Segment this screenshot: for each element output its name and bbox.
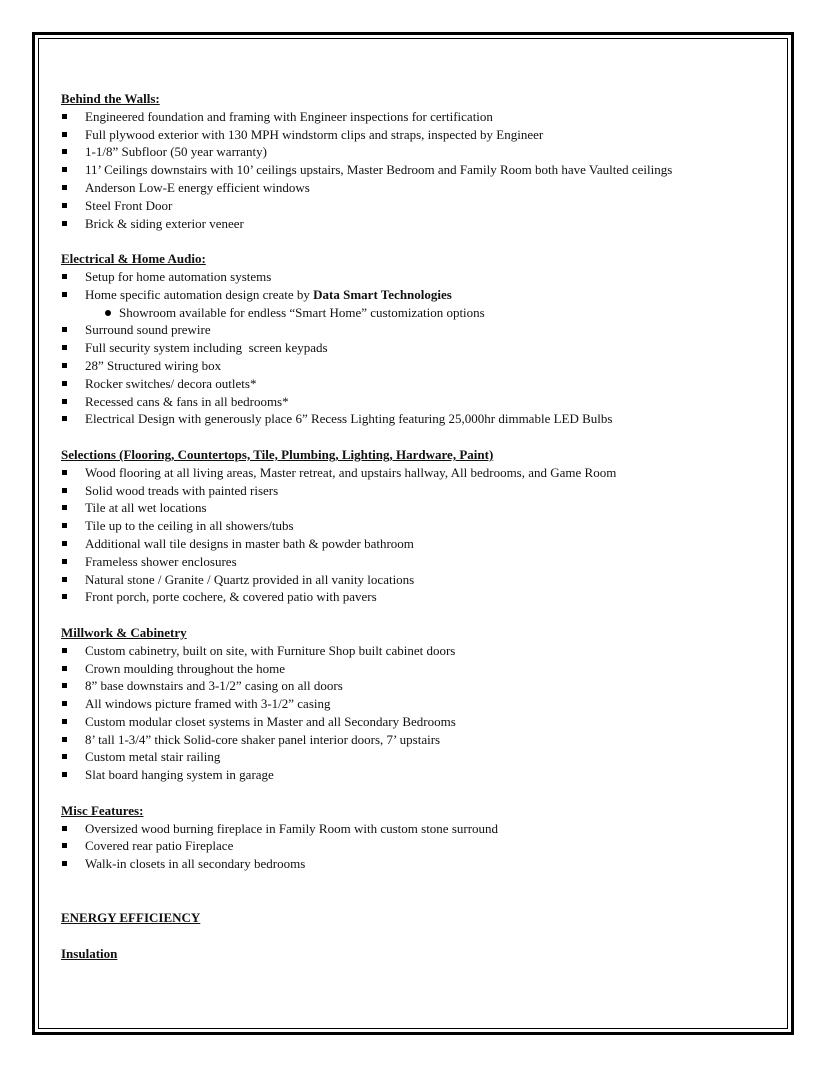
square-bullet-icon — [62, 381, 67, 386]
list-item — [61, 482, 766, 500]
list-item — [61, 375, 766, 393]
list-item-text: Tile at all wet locations — [85, 500, 207, 516]
list-item-text: 1-1/8” Subfloor (50 year warranty) — [85, 144, 267, 160]
section-selections — [61, 446, 766, 606]
bullet-list — [61, 108, 766, 233]
list-item-text: Custom metal stair railing — [85, 749, 221, 765]
round-bullet-icon — [105, 310, 111, 316]
list-item-text: Electrical Design with generously place 6” Recess Lighting featuring 25,000hr dimmable LED Bulbs — [85, 411, 613, 427]
sub-list-item — [61, 304, 766, 322]
bullet-list — [61, 820, 766, 873]
list-item-text: Covered rear patio Fireplace — [85, 838, 234, 854]
square-bullet-icon — [62, 701, 67, 706]
square-bullet-icon — [62, 488, 67, 493]
square-bullet-icon — [62, 149, 67, 154]
list-item — [61, 197, 766, 215]
square-bullet-icon — [62, 327, 67, 332]
square-bullet-icon — [62, 594, 67, 599]
list-item — [61, 517, 766, 535]
list-item-text: Rocker switches/ decora outlets* — [85, 375, 257, 391]
list-item — [61, 553, 766, 571]
list-item-text: Brick & siding exterior veneer — [85, 215, 244, 231]
section-millwork-cabinetry — [61, 624, 766, 784]
list-item — [61, 713, 766, 731]
document-content — [61, 90, 766, 963]
square-bullet-icon — [62, 185, 67, 190]
square-bullet-icon — [62, 470, 67, 475]
square-bullet-icon — [62, 416, 67, 421]
section-behind-the-walls — [61, 90, 766, 232]
list-item-text: Tile up to the ceiling in all showers/tubs — [85, 518, 294, 534]
list-item-text: Engineered foundation and framing with Engineer inspections for certification — [85, 108, 493, 124]
square-bullet-icon — [62, 363, 67, 368]
list-item-text: Steel Front Door — [85, 197, 173, 213]
list-item — [61, 820, 766, 838]
list-item-text: Wood flooring at all living areas, Master retreat, and upstairs hallway, All bedrooms, and Game Room — [85, 464, 617, 480]
square-bullet-icon — [62, 541, 67, 546]
square-bullet-icon — [62, 114, 67, 119]
list-item-text: Full plywood exterior with 130 MPH windstorm clips and straps, inspected by Engineer — [85, 126, 544, 142]
list-item-text: Front porch, porte cochere, & covered patio with pavers — [85, 589, 377, 605]
list-item-text: Home specific automation design create by — [85, 286, 314, 302]
list-item-text: 11’ Ceilings downstairs with 10’ ceilings upstairs, Master Bedroom and Family Room both have Vaulted ceilings — [85, 162, 673, 178]
list-item — [61, 286, 766, 304]
list-item-text: Frameless shower enclosures — [85, 553, 237, 569]
list-item — [61, 393, 766, 411]
list-item — [61, 499, 766, 517]
list-item — [61, 677, 766, 695]
square-bullet-icon — [62, 399, 67, 404]
square-bullet-icon — [62, 861, 67, 866]
square-bullet-icon — [62, 345, 67, 350]
list-item-text: Custom cabinetry, built on site, with Furniture Shop built cabinet doors — [85, 642, 456, 658]
list-item-text: 28” Structured wiring box — [85, 357, 222, 373]
square-bullet-icon — [62, 167, 67, 172]
square-bullet-icon — [62, 666, 67, 671]
square-bullet-icon — [62, 203, 67, 208]
list-item-text: Custom modular closet systems in Master and all Secondary Bedrooms — [85, 713, 456, 729]
section-heading: Selections (Flooring, Countertops, Tile, Plumbing, Lighting, Hardware, Paint) — [61, 446, 494, 462]
list-item-text: Showroom available for endless “Smart Home” customization options — [119, 304, 485, 320]
list-item-text: Anderson Low-E energy efficient windows — [85, 179, 310, 195]
list-item — [61, 357, 766, 375]
list-item — [61, 126, 766, 144]
list-item — [61, 837, 766, 855]
list-item-text: All windows picture framed with 3-1/2” casing — [85, 696, 331, 712]
section-heading: Misc Features: — [61, 802, 144, 818]
square-bullet-icon — [62, 132, 67, 137]
square-bullet-icon — [62, 221, 67, 226]
square-bullet-icon — [62, 577, 67, 582]
list-item — [61, 268, 766, 286]
list-item-text: Setup for home automation systems — [85, 268, 272, 284]
list-item — [61, 748, 766, 766]
list-item — [61, 731, 766, 749]
section-electrical-home-audio — [61, 250, 766, 428]
list-item — [61, 215, 766, 233]
square-bullet-icon — [62, 505, 67, 510]
list-item — [61, 339, 766, 357]
insulation-heading: Insulation — [61, 945, 118, 961]
list-item-text: 8” base downstairs and 3-1/2” casing on all doors — [85, 678, 343, 694]
square-bullet-icon — [62, 843, 67, 848]
bullet-list — [61, 642, 766, 784]
square-bullet-icon — [62, 754, 67, 759]
square-bullet-icon — [62, 737, 67, 742]
list-item-text: Surround sound prewire — [85, 322, 211, 338]
square-bullet-icon — [62, 523, 67, 528]
list-item — [61, 535, 766, 553]
list-item — [61, 660, 766, 678]
section-heading: Behind the Walls: — [61, 91, 160, 106]
square-bullet-icon — [62, 683, 67, 688]
list-item — [61, 143, 766, 161]
list-item — [61, 642, 766, 660]
section-heading: Millwork & Cabinetry — [61, 624, 187, 640]
list-item — [61, 588, 766, 606]
square-bullet-icon — [62, 274, 67, 279]
list-item-text: Full security system including screen keypads — [85, 340, 328, 356]
list-item-text: Oversized wood burning fireplace in Family Room with custom stone surround — [85, 820, 499, 836]
square-bullet-icon — [62, 826, 67, 831]
list-item-text: Recessed cans & fans in all bedrooms* — [85, 393, 289, 409]
bullet-list — [61, 464, 766, 606]
list-item — [61, 321, 766, 339]
square-bullet-icon — [62, 772, 67, 777]
list-item-text: Natural stone / Granite / Quartz provided in all vanity locations — [85, 571, 415, 587]
square-bullet-icon — [62, 292, 67, 297]
list-item — [61, 695, 766, 713]
list-item-text: Crown moulding throughout the home — [85, 660, 286, 676]
list-item — [61, 410, 766, 428]
list-item — [61, 855, 766, 873]
list-item-text: Additional wall tile designs in master bath & powder bathroom — [85, 535, 414, 551]
list-item — [61, 464, 766, 482]
square-bullet-icon — [62, 648, 67, 653]
list-item-text: Solid wood treads with painted risers — [85, 482, 279, 498]
square-bullet-icon — [62, 719, 67, 724]
list-item-text: Walk-in closets in all secondary bedrooms — [85, 856, 306, 872]
bullet-list — [61, 268, 766, 428]
list-item — [61, 766, 766, 784]
section-misc-features — [61, 802, 766, 873]
energy-efficiency-heading: ENERGY EFFICIENCY — [61, 910, 201, 926]
list-item — [61, 179, 766, 197]
section-heading: Electrical & Home Audio: — [61, 251, 206, 267]
list-item-text: 8’ tall 1-3/4” thick Solid-core shaker panel interior doors, 7’ upstairs — [85, 731, 441, 747]
list-item — [61, 571, 766, 589]
list-item-text: Slat board hanging system in garage — [85, 767, 274, 783]
list-item — [61, 161, 766, 179]
company-name: Data Smart Technologies — [313, 286, 452, 302]
square-bullet-icon — [62, 559, 67, 564]
list-item — [61, 108, 766, 126]
